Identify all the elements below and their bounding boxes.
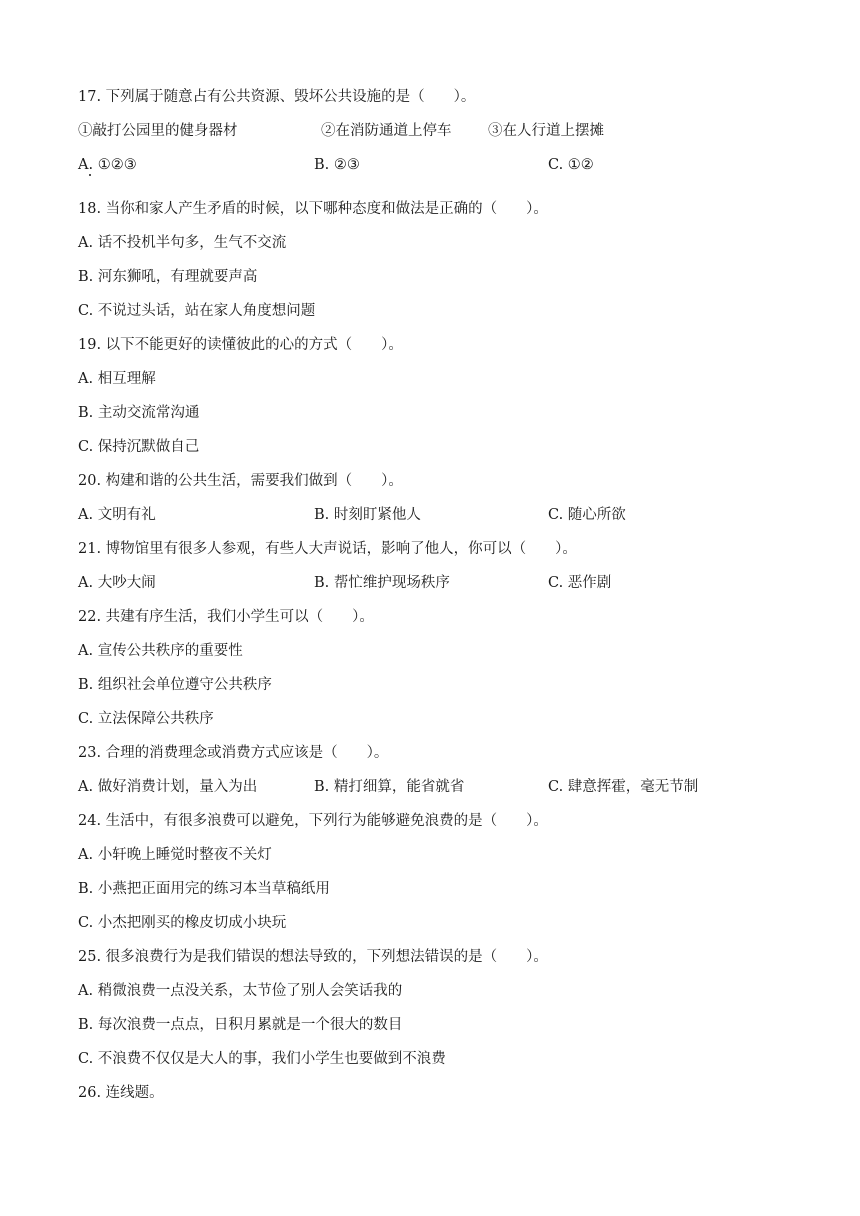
question-20-option-c: C. 随心所欲	[548, 507, 626, 523]
question-25-option-a: A. 稍微浪费一点没关系，太节俭了别人会笑话我的	[78, 983, 403, 999]
question-17-item-2: ②在消防通道上停车	[321, 123, 452, 139]
question-21-option-b: B. 帮忙维护现场秩序	[314, 575, 450, 591]
question-24-stem: 24. 生活中，有很多浪费可以避免，下列行为能够避免浪费的是（ ）。	[78, 813, 548, 829]
question-22-option-c: C. 立法保障公共秩序	[78, 711, 214, 727]
question-18-option-a: A. 话不投机半句多，生气不交流	[78, 235, 287, 251]
question-26-stem: 26. 连线题。	[78, 1085, 164, 1101]
question-17-option-c: C. ①②	[548, 157, 594, 173]
question-17-item-1: ①敲打公园里的健身器材	[78, 123, 238, 139]
question-17-option-b: B. ②③	[314, 157, 360, 173]
question-22-option-b: B. 组织社会单位遵守公共秩序	[78, 677, 272, 693]
question-18-option-c: C. 不说过头话，站在家人角度想问题	[78, 303, 316, 319]
question-22-stem: 22. 共建有序生活，我们小学生可以（ ）。	[78, 609, 374, 625]
question-23-option-b: B. 精打细算，能省就省	[314, 779, 465, 795]
question-19-option-b: B. 主动交流常沟通	[78, 405, 200, 421]
question-17-option-a: A. ①②③	[78, 157, 137, 173]
question-25-stem: 25. 很多浪费行为是我们错误的想法导致的，下列想法错误的是（ ）。	[78, 949, 548, 965]
question-17-stem: 17. 下列属于随意占有公共资源、毁坏公共设施的是（ ）。	[78, 89, 476, 105]
question-23-option-c: C. 肆意挥霍，毫无节制	[548, 779, 699, 795]
question-23-option-a: A. 做好消费计划，量入为出	[78, 779, 258, 795]
question-19-option-c: C. 保持沉默做自己	[78, 439, 200, 455]
question-17-item-3: ③在人行道上摆摊	[488, 123, 604, 139]
question-20-option-b: B. 时刻盯紧他人	[314, 507, 421, 523]
question-25-option-c: C. 不浪费不仅仅是大人的事，我们小学生也要做到不浪费	[78, 1051, 446, 1067]
question-24-option-b: B. 小燕把正面用完的练习本当草稿纸用	[78, 881, 330, 897]
question-22-option-a: A. 宣传公共秩序的重要性	[78, 643, 243, 659]
question-19-option-a: A. 相互理解	[78, 371, 156, 387]
question-21-option-a: A. 大吵大闹	[78, 575, 156, 591]
question-20-stem: 20. 构建和谐的公共生活，需要我们做到（ ）。	[78, 473, 403, 489]
question-20-option-a: A. 文明有礼	[78, 507, 156, 523]
stray-dot-mark	[89, 174, 91, 176]
question-24-option-a: A. 小轩晚上睡觉时整夜不关灯	[78, 847, 272, 863]
question-25-option-b: B. 每次浪费一点点，日积月累就是一个很大的数目	[78, 1017, 403, 1033]
question-21-option-c: C. 恶作剧	[548, 575, 612, 591]
question-19-stem: 19. 以下不能更好的读懂彼此的心的方式（ ）。	[78, 337, 403, 353]
question-21-stem: 21. 博物馆里有很多人参观，有些人大声说话，影响了他人，你可以（ ）。	[78, 541, 577, 557]
question-18-stem: 18. 当你和家人产生矛盾的时候，以下哪种态度和做法是正确的（ ）。	[78, 201, 548, 217]
question-24-option-c: C. 小杰把刚买的橡皮切成小块玩	[78, 915, 287, 931]
question-23-stem: 23. 合理的消费理念或消费方式应该是（ ）。	[78, 745, 389, 761]
question-18-option-b: B. 河东狮吼，有理就要声高	[78, 269, 258, 285]
